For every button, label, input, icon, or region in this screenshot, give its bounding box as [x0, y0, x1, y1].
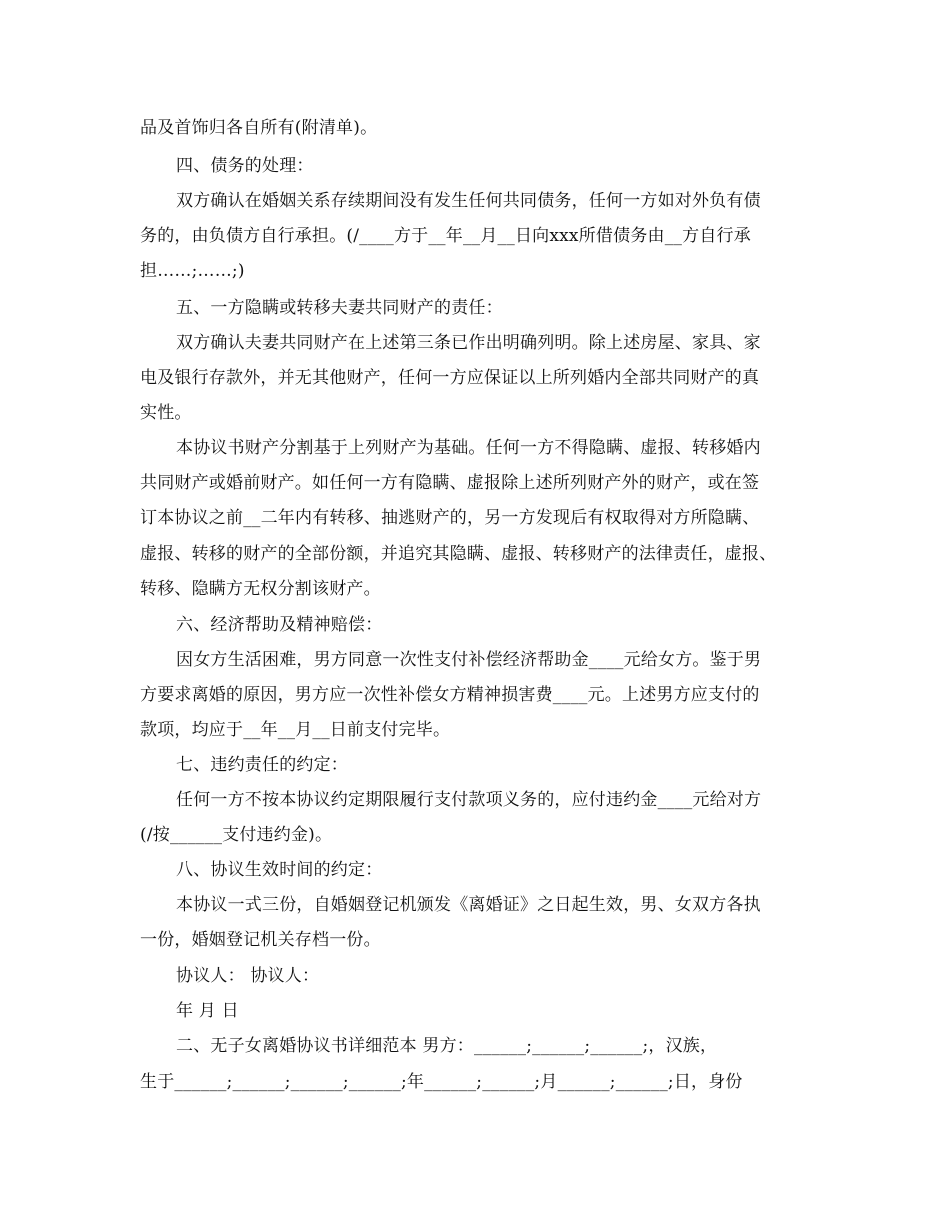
text-line-25: 协议人： 协议人：	[176, 966, 320, 986]
text-line-23: 本协议一式三份，自婚姻登记机颁发《离婚证》之日起生效，男、女双方各执	[176, 895, 761, 915]
text-line-9: 实性。	[140, 403, 192, 423]
text-line-7: 双方确认夫妻共同财产在上述第三条已作出明确列明。除上述房屋、家具、家	[176, 333, 761, 353]
text-line-4: 务的，由负债方自行承担。(/____方于__年__月__日向xxx所借债务由__方自行承	[140, 226, 751, 246]
text-line-5: 担……;……;)	[140, 261, 245, 281]
text-line-3: 双方确认在婚姻关系存续期间没有发生任何共同债务，任何一方如对外负有债	[176, 191, 761, 211]
text-line-21: (/按______支付违约金)。	[140, 825, 333, 845]
text-line-20: 任何一方不按本协议约定期限履行支付款项义务的，应付违约金____元给对方	[176, 790, 762, 810]
text-line-18: 款项，均应于__年__月__日前支付完毕。	[140, 720, 451, 740]
text-line-24: 一份，婚姻登记机关存档一份。	[140, 930, 381, 950]
text-line-28: 生于______;______;______;______;年______;______;月______;______;日，身份	[140, 1072, 743, 1092]
text-line-11: 共同财产或婚前财产。如任何一方有隐瞒、虚报除上述所列财产外的财产，或在签	[140, 473, 760, 493]
text-line-26: 年 月 日	[176, 1001, 239, 1021]
text-line-8: 电及银行存款外，并无其他财产，任何一方应保证以上所列婚内全部共同财产的真	[140, 368, 760, 388]
text-line-1: 品及首饰归各自所有(附清单)。	[140, 118, 378, 138]
text-line-14: 转移、隐瞒方无权分割该财产。	[140, 579, 381, 599]
text-line-12: 订本协议之前__二年内有转移、抽逃财产的，另一方发现后有权取得对方所隐瞒、	[140, 508, 760, 528]
text-line-17: 方要求离婚的原因，男方应一次性补偿女方精神损害费____元。上述男方应支付的	[140, 685, 760, 705]
text-line-16: 因女方生活困难，男方同意一次性支付补偿经济帮助金____元给女方。鉴于男	[176, 650, 762, 670]
text-line-10: 本协议书财产分割基于上列财产为基础。任何一方不得隐瞒、虚报、转移婚内	[176, 438, 761, 458]
text-line-27: 二、无子女离婚协议书详细范本 男方：______;______;______;，汉族，	[176, 1036, 718, 1056]
text-line-15: 六、经济帮助及精神赔偿：	[176, 615, 383, 635]
text-line-13: 虚报、转移的财产的全部份额，并追究其隐瞒、虚报、转移财产的法律责任，虚报、	[140, 544, 777, 564]
text-line-22: 八、协议生效时间的约定：	[176, 860, 383, 880]
text-line-6: 五、一方隐瞒或转移夫妻共同财产的责任：	[176, 298, 503, 318]
text-line-2: 四、债务的处理：	[176, 156, 314, 176]
text-line-19: 七、违约责任的约定：	[176, 755, 348, 775]
